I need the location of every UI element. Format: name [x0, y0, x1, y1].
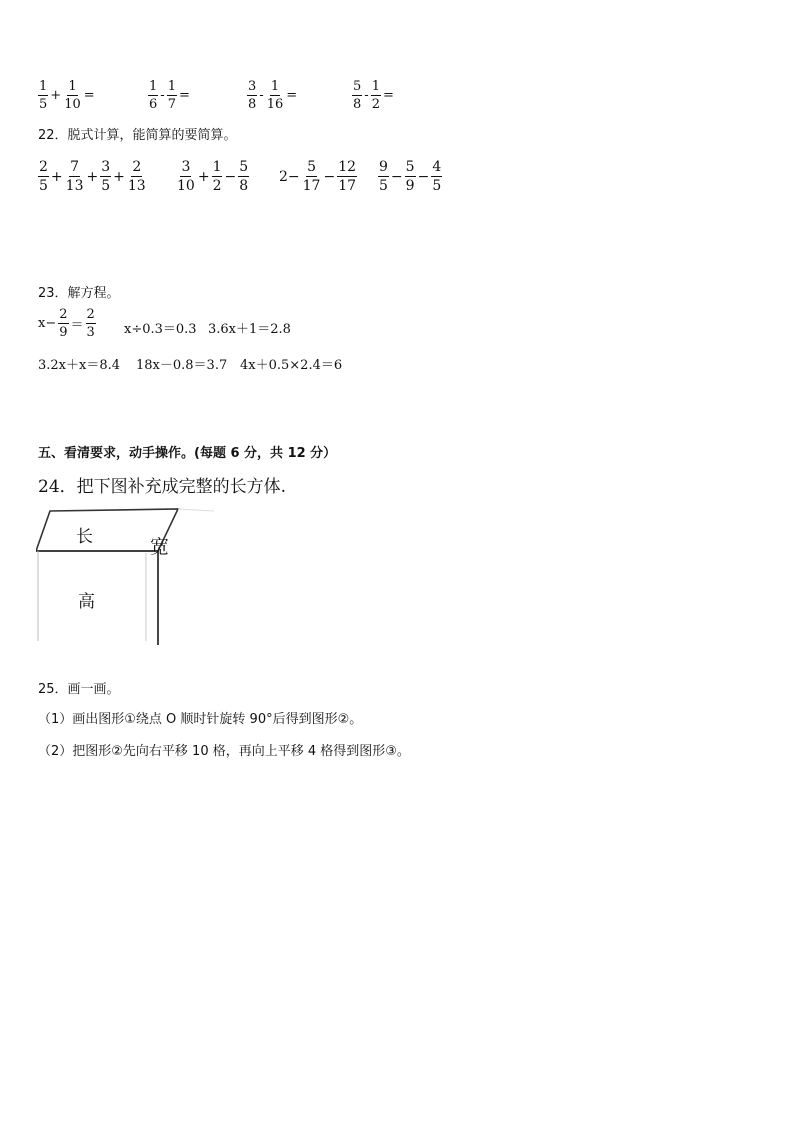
cuboid-sketch — [36, 503, 236, 649]
label-length: 长 — [76, 527, 93, 547]
q25-part-2: （2）把图形②先向右平移 10 格，再向上平移 4 格得到图形③。 — [38, 744, 410, 759]
fraction: $\frac{1}{6}$ — [149, 79, 158, 112]
q23-equation-3: 3.6x＋1＝2.8 — [208, 322, 291, 337]
cuboid-faint-top-edge — [178, 509, 214, 511]
q22-title: 22．脱式计算，能简算的要简算。 — [38, 128, 237, 143]
q23-equation-2: x÷0.3＝0.3 — [124, 322, 197, 337]
fraction: $\frac{3}{8}$ — [248, 79, 257, 112]
cuboid-figure — [36, 503, 236, 649]
fraction: $\frac{1}{16}$ — [266, 79, 284, 112]
q23-equation-1: x− $\frac{2}{9}$ ＝ $\frac{2}{3}$ — [38, 307, 95, 340]
q23-title: 23．解方程。 — [38, 286, 120, 301]
q23-equation-6: 4x＋0.5×2.4＝6 — [240, 358, 343, 373]
q22-expr-1: $\frac{2}{5}$ + $\frac{7}{13}$ + $\frac{3}{5}$ + $\frac{2}{13}$ — [39, 159, 146, 194]
row1-expr-1: $\frac{1}{5}$ + $\frac{1}{10}$ = — [39, 79, 95, 112]
q23-equation-4: 3.2x＋x＝8.4 — [38, 358, 121, 373]
section-5-title: 五、看清要求，动手操作。(每题 6 分，共 12 分） — [38, 446, 337, 461]
fraction: $\frac{1}{7}$ — [167, 79, 176, 112]
label-width: 宽 — [150, 536, 170, 558]
row1-expr-2: $\frac{1}{6}$ - $\frac{1}{7}$ = — [149, 79, 190, 112]
row1-expr-4: $\frac{5}{8}$ - $\frac{1}{2}$ = — [353, 79, 394, 112]
q22-expr-4: $\frac{9}{5}$ − $\frac{5}{9}$ − $\frac{4}{5}$ — [379, 159, 442, 194]
q25-title: 25．画一画。 — [38, 682, 120, 697]
fraction: $\frac{5}{8}$ — [353, 79, 362, 112]
fraction: $\frac{1}{10}$ — [64, 79, 81, 112]
fraction: $\frac{1}{5}$ — [39, 79, 48, 112]
q22-expr-3: 2− $\frac{5}{17}$ − $\frac{12}{17}$ — [279, 159, 357, 194]
row1-expr-3: $\frac{3}{8}$ - $\frac{1}{16}$ = — [248, 79, 298, 112]
q24-title: 24．把下图补充成完整的长方体. — [38, 477, 287, 497]
q22-expr-2: $\frac{3}{10}$ + $\frac{1}{2}$ − $\frac{5}{8}$ — [177, 159, 249, 194]
label-height: 高 — [78, 592, 95, 612]
q25-part-1: （1）画出图形①绕点 O 顺时针旋转 90°后得到图形②。 — [38, 712, 363, 727]
q23-equation-5: 18x－0.8＝3.7 — [136, 358, 228, 373]
fraction: $\frac{1}{2}$ — [371, 79, 380, 112]
